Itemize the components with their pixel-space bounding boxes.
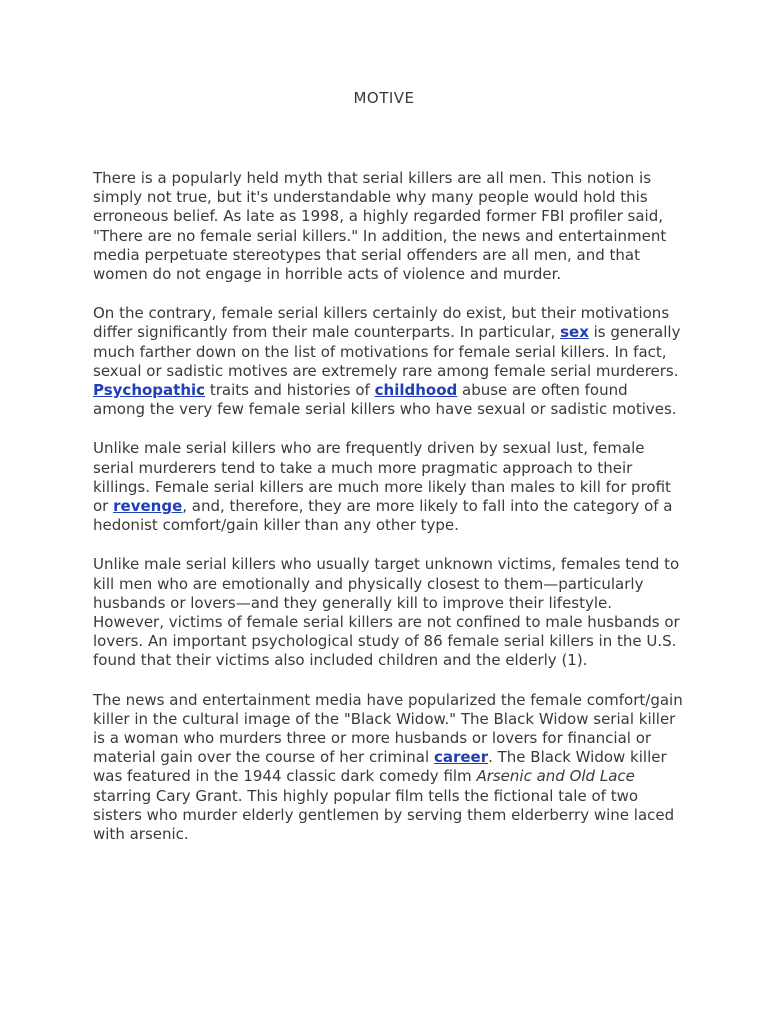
link-revenge[interactable]: revenge — [113, 497, 183, 516]
paragraph-5-text-b: . The Black Widow killer was featured in the 1944 classic dark comedy film — [93, 748, 667, 786]
paragraph-2-text-b: is generally much farther down on the list of motivations for female serial killers. In fact, sexual or sadistic motives are extremely rare among female serial murderers. — [93, 323, 681, 380]
link-sex[interactable]: sex — [560, 323, 589, 342]
article-body — [93, 169, 683, 864]
paragraph-2 — [93, 304, 683, 419]
paragraph-5-text-c: starring Cary Grant. This highly popular film tells the fictional tale of two sisters who murder elderly gentlemen by serving them elderberry wine laced with arsenic. — [93, 786, 675, 844]
paragraph-2-text-d: abuse are often found among the very few female serial killers who have sexual or sadistic motives. — [93, 381, 677, 419]
link-childhood[interactable]: childhood — [374, 381, 458, 400]
paragraph-3 — [93, 439, 683, 535]
paragraph-5 — [93, 691, 683, 845]
paragraph-2-text-a: On the contrary, female serial killers certainly do exist, but their motivations differ significantly from their male counterparts. In particular, — [93, 304, 670, 342]
paragraph-3-text-b: , and, therefore, they are more likely to fall into the category of a hedonist comfort/gain killer than any other type. — [93, 497, 673, 535]
paragraph-5-text-a: The news and entertainment media have popularized the female comfort/gain killer in the cultural image of the "Black Widow." The Black Widow serial killer is a woman who murders three or more husbands or lovers for financial or material gain over the course of her criminal — [93, 690, 683, 767]
link-career[interactable]: career — [433, 748, 489, 767]
page-title: MOTIVE — [353, 89, 415, 107]
paragraph-3-text-a: Unlike male serial killers who are frequently driven by sexual lust, female serial murderers tend to take a much more pragmatic approach to their killings. Female serial killers are much more likely than males to kill for profit or — [93, 439, 671, 516]
link-psychopathic[interactable]: Psychopathic — [93, 381, 206, 400]
paragraph-2-text-c: traits and histories of — [205, 381, 375, 400]
paragraph-4-text: Unlike male serial killers who usually target unknown victims, females tend to kill men who are emotionally and physically closest to them—particularly husbands or lovers—and they generally kill to improve their lifestyle. However, victims of female serial killers are not confined to male husbands or lovers. An important psychological study of 86 female serial killers in the U.S. found that their victims also included children and the elderly (1). — [93, 555, 680, 670]
film-title: Arsenic and Old Lace — [476, 767, 635, 786]
paragraph-4 — [93, 555, 683, 670]
paragraph-1-text: There is a popularly held myth that serial killers are all men. This notion is simply not true, but it's understandable why many people would hold this erroneous belief. As late as 1998, a highly regarded former FBI profiler said, "There are no female serial killers." In addition, the news and entertainment media perpetuate stereotypes that serial offenders are all men, and that women do not engage in horrible acts of violence and murder. — [93, 169, 667, 284]
paragraph-1 — [93, 169, 683, 284]
